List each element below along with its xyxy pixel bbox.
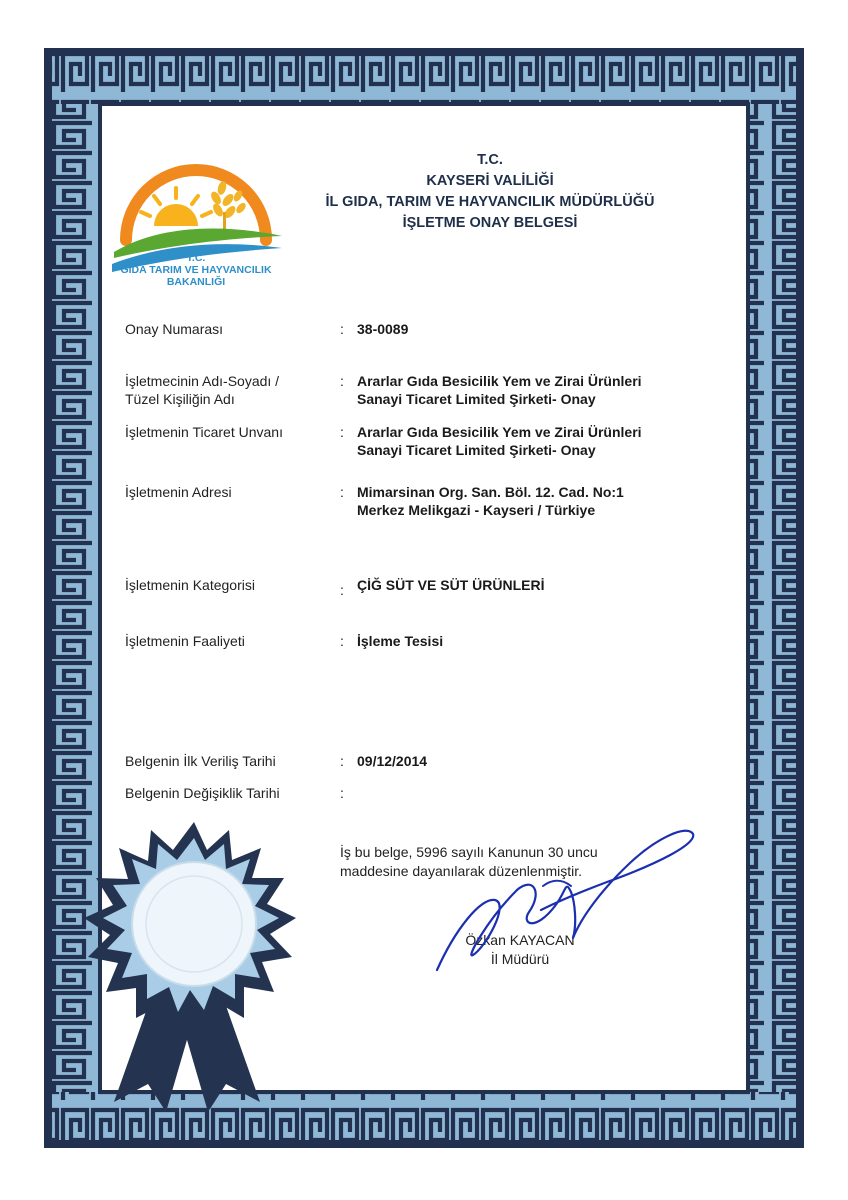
field-value xyxy=(357,483,697,519)
field-label: İşletmenin Faaliyeti xyxy=(125,633,245,649)
document-title: İŞLETME ONAY BELGESİ xyxy=(402,215,578,231)
handwritten-signature xyxy=(425,820,705,980)
statement-line2: maddesine dayanılarak düzenlenmiştir. xyxy=(340,863,583,879)
field-value xyxy=(357,423,697,459)
field-label: Belgenin Değişiklik Tarihi xyxy=(125,785,280,801)
logo-tc-text: T.C. xyxy=(186,252,206,264)
field-value: 38-0089 xyxy=(357,321,409,337)
field-label-line1: İşletmecinin Adı-Soyadı / xyxy=(125,373,280,389)
logo-ministry-text: GIDA TARIM VE HAYVANCILIK xyxy=(120,264,272,276)
field-label: Onay Numarası xyxy=(125,321,224,337)
field-label: Belgenin İlk Veriliş Tarihi xyxy=(125,753,276,769)
signer-title: İl Müdürü xyxy=(490,951,550,967)
header-tc: T.C. xyxy=(477,152,503,168)
field-value: 09/12/2014 xyxy=(357,753,428,769)
statement-line1: İş bu belge, 5996 sayılı Kanunun 30 uncu xyxy=(340,844,598,860)
field-label xyxy=(125,372,335,408)
field-value-line1: Ararlar Gıda Besicilik Yem ve Zirai Ürünleri xyxy=(357,373,642,389)
field-colon: : xyxy=(340,321,344,337)
field-colon: : xyxy=(340,424,344,440)
field-label-line2: Tüzel Kişiliğin Adı xyxy=(125,391,235,407)
rosette-seal xyxy=(74,822,314,1112)
header-valilik: KAYSERİ VALİLİĞİ xyxy=(426,173,554,189)
field-value-line2: Sanayi Ticaret Limited Şirketi- Onay xyxy=(357,442,596,458)
field-value xyxy=(357,372,697,408)
logo-bakanligi-text: BAKANLIĞI xyxy=(166,276,226,288)
field-colon: : xyxy=(340,484,344,500)
field-colon: : xyxy=(340,633,344,649)
field-value-line1: Ararlar Gıda Besicilik Yem ve Zirai Ürünleri xyxy=(357,424,642,440)
field-colon: : xyxy=(340,785,344,801)
field-value: ÇİĞ SÜT VE SÜT ÜRÜNLERİ xyxy=(357,577,545,593)
field-label: İşletmenin Adresi xyxy=(125,484,232,500)
field-value-line1: Mimarsinan Org. San. Böl. 12. Cad. No:1 xyxy=(357,484,624,500)
field-colon: : xyxy=(340,753,344,769)
document-header xyxy=(300,150,680,234)
field-value: İşleme Tesisi xyxy=(357,633,444,649)
field-colon: : xyxy=(340,582,344,598)
field-colon: : xyxy=(340,373,344,389)
field-label: İşletmenin Kategorisi xyxy=(125,577,255,593)
field-label: İşletmenin Ticaret Unvanı xyxy=(125,424,283,440)
field-value-line2: Sanayi Ticaret Limited Şirketi- Onay xyxy=(357,391,596,407)
header-mudurluk: İL GIDA, TARIM VE HAYVANCILIK MÜDÜRLÜĞÜ xyxy=(325,194,655,210)
signer-name: Özkan KAYACAN xyxy=(465,932,575,948)
field-value-line2: Merkez Melikgazi - Kayseri / Türkiye xyxy=(357,502,596,518)
